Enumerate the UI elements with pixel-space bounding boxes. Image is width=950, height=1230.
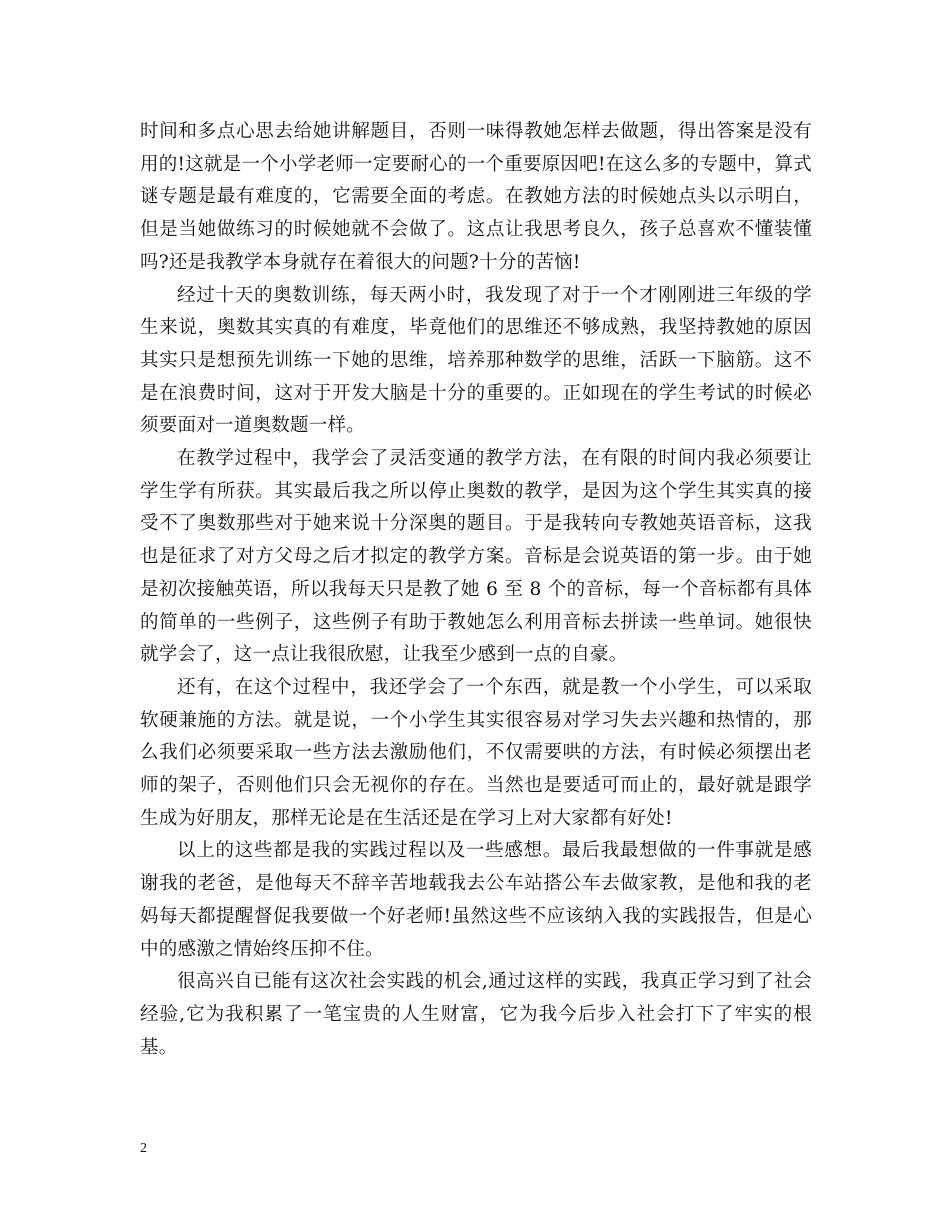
paragraph: 以上的这些都是我的实践过程以及一些感想。最后我最想做的一件事就是感谢我的老爸，是他每天不辞辛苦地载我去公车站搭公车去做家教，是他和我的老妈每天都提醒督促我要做一个好老师!虽然这些不应该纳入我的实践报告，但是心中的感激之情始终压抑不住。 <box>140 840 812 960</box>
paragraph: 在教学过程中，我学会了灵活变通的教学方法，在有限的时间内我必须要让学生学有所获。其实最后我之所以停止奥数的教学，是因为这个学生其实真的接受不了奥数那些对于她来说十分深奥的题目。于是我转向专教她英语音标，这我也是征求了对方父母之后才拟定的教学方案。音标是会说英语的第一步。由于她是初次接触英语，所以我每天只是教了她 6 至 8 个的音标，每一个音标都有具体的简单的一些例子，这些例子有助于教她怎么利用音标去拼读一些单词。她很快就学会了，这一点让我很欣慰，让我至少感到一点的自豪。 <box>140 448 812 666</box>
page-number: 2 <box>140 1141 147 1156</box>
body-text <box>140 116 812 1064</box>
paragraph: 经过十天的奥数训练，每天两小时，我发现了对于一个才刚刚进三年级的学生来说，奥数其实真的有难度，毕竟他们的思维还不够成熟，我坚持教她的原因其实只是想预先训练一下她的思维，培养那种数学的思维，活跃一下脑筋。这不是在浪费时间，这对于开发大脑是十分的重要的。正如现在的学生考试的时候必须要面对一道奥数题一样。 <box>140 284 812 437</box>
paragraph: 很高兴自已能有这次社会实践的机会,通过这样的实践，我真正学习到了社会经验,它为我积累了一笔宝贵的人生财富，它为我今后步入社会打下了牢实的根基。 <box>140 971 812 1058</box>
paragraph-continued: 时间和多点心思去给她讲解题目，否则一味得教她怎样去做题，得出答案是没有用的!这就是一个小学老师一定要耐心的一个重要原因吧!在这么多的专题中，算式谜专题是最有难度的，它需要全面的考虑。在教她方法的时候她点头以示明白，但是当她做练习的时候她就不会做了。这点让我思考良久，孩子总喜欢不懂装懂吗?还是我教学本身就存在着很大的问题?十分的苦恼! <box>140 121 812 273</box>
paragraph: 还有，在这个过程中，我还学会了一个东西，就是教一个小学生，可以采取软硬兼施的方法。就是说，一个小学生其实很容易对学习失去兴趣和热情的，那么我们必须要采取一些方法去激励他们，不仅需要哄的方法，有时候必须摆出老师的架子，否则他们只会无视你的存在。当然也是要适可而止的，最好就是跟学生成为好朋友，那样无论是在生活还是在学习上对大家都有好处! <box>140 676 812 829</box>
